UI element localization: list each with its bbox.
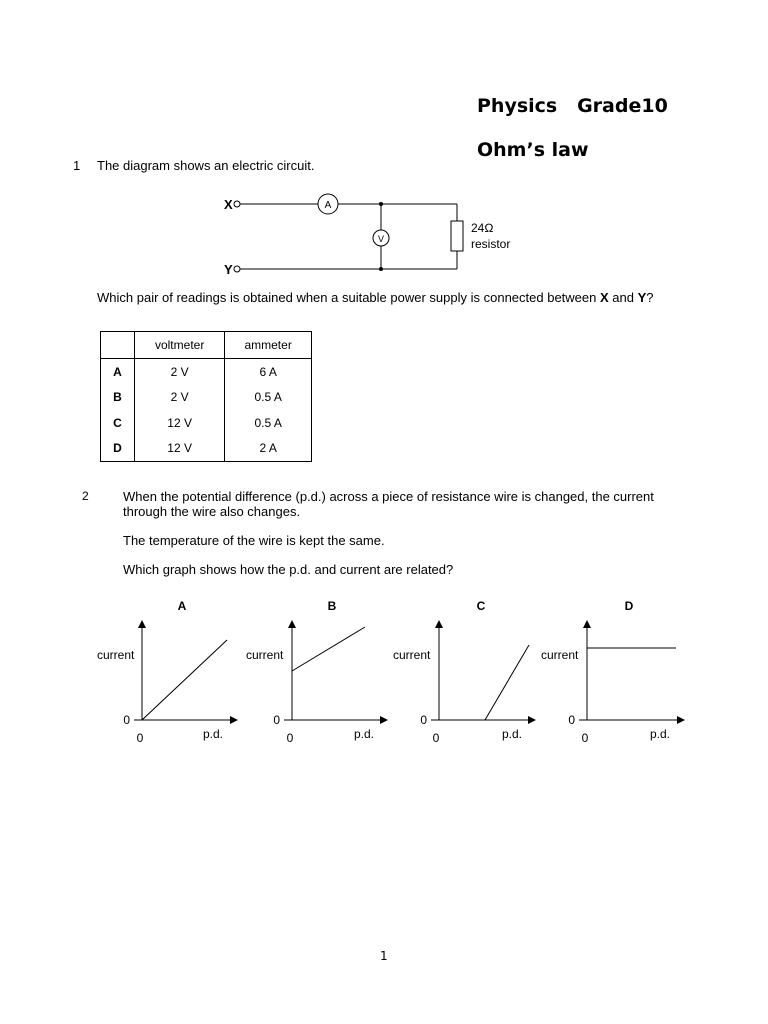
graph-a-label: A <box>177 599 187 613</box>
graph-d-origin-y: 0 <box>568 713 575 727</box>
graph-c <box>393 599 535 745</box>
graph-a-origin-x: 0 <box>136 731 144 745</box>
terminal-x-label: X <box>224 197 233 212</box>
graph-b-origin-x: 0 <box>286 731 294 745</box>
graph-b-xlabel: p.d. <box>354 727 375 741</box>
graph-a-line <box>142 640 227 720</box>
option-key: D <box>101 436 135 462</box>
graph-d-xlabel: p.d. <box>650 727 671 741</box>
voltmeter-reading: 12 V <box>135 436 225 462</box>
graph-c-origin-y: 0 <box>420 713 427 727</box>
graph-b-label: B <box>327 599 337 613</box>
table-row <box>101 385 312 411</box>
graph-d-ylabel: current <box>541 648 579 662</box>
resistor-value: 24Ω <box>471 221 494 235</box>
question-1-number: 1 <box>73 158 81 173</box>
page-number: 1 <box>380 949 388 963</box>
option-key: B <box>101 385 135 411</box>
graph-d-label: D <box>624 599 634 613</box>
question-2-number: 2 <box>82 489 89 503</box>
resistor-symbol <box>451 221 463 251</box>
table-row <box>101 410 312 436</box>
readings-table <box>100 331 312 462</box>
question-2-line-3: The temperature of the wire is kept the same. <box>123 533 385 548</box>
table-row <box>101 436 312 462</box>
table-header-row <box>101 332 312 359</box>
graph-b-ylabel: current <box>246 648 284 662</box>
graph-c-xlabel: p.d. <box>502 727 523 741</box>
ammeter-letter: A <box>324 200 332 211</box>
terminal-x-dot <box>234 201 240 207</box>
table-header-ammeter: ammeter <box>225 332 312 359</box>
graph-options <box>85 590 700 750</box>
graph-d-origin-x: 0 <box>581 731 589 745</box>
graph-a-ylabel: current <box>97 648 135 662</box>
graph-a-xlabel: p.d. <box>203 727 224 741</box>
question-1-prompt: Which pair of readings is obtained when a suitable power supply is connected between X and Y? <box>97 290 654 305</box>
graph-c-ylabel: current <box>393 648 431 662</box>
question-2-line-2: through the wire also changes. <box>123 504 301 519</box>
page-topic-title: Ohm’s law <box>477 139 589 161</box>
graph-b-line <box>292 627 365 671</box>
graph-b-origin-y: 0 <box>273 713 280 727</box>
ammeter-reading: 6 A <box>225 359 312 385</box>
terminal-y-label: Y <box>224 262 233 277</box>
graph-c-origin-x: 0 <box>432 731 440 745</box>
question-2-line-1: When the potential difference (p.d.) across a piece of resistance wire is changed, the current <box>123 489 654 504</box>
question-1-stem: The diagram shows an electric circuit. <box>97 158 315 173</box>
circuit-diagram <box>215 190 525 282</box>
voltmeter-reading: 2 V <box>135 385 225 411</box>
terminal-y-dot <box>234 266 240 272</box>
ammeter-reading: 0.5 A <box>225 410 312 436</box>
table-row <box>101 359 312 385</box>
graph-a <box>97 599 237 745</box>
voltmeter-letter: V <box>377 234 385 244</box>
graph-c-label: C <box>476 599 486 613</box>
graph-d <box>541 599 684 745</box>
graph-b <box>246 599 387 745</box>
table-header-key <box>101 332 135 359</box>
option-key: A <box>101 359 135 385</box>
question-2-line-4: Which graph shows how the p.d. and current are related? <box>123 562 454 577</box>
page-subject-title: Physics Grade10 <box>477 95 668 117</box>
ammeter-reading: 2 A <box>225 436 312 462</box>
voltmeter-reading: 12 V <box>135 410 225 436</box>
graph-c-line <box>485 645 529 720</box>
table-header-voltmeter: voltmeter <box>135 332 225 359</box>
resistor-label: resistor <box>471 237 511 251</box>
voltmeter-reading: 2 V <box>135 359 225 385</box>
graph-a-origin-y: 0 <box>123 713 130 727</box>
ammeter-reading: 0.5 A <box>225 385 312 411</box>
option-key: C <box>101 410 135 436</box>
